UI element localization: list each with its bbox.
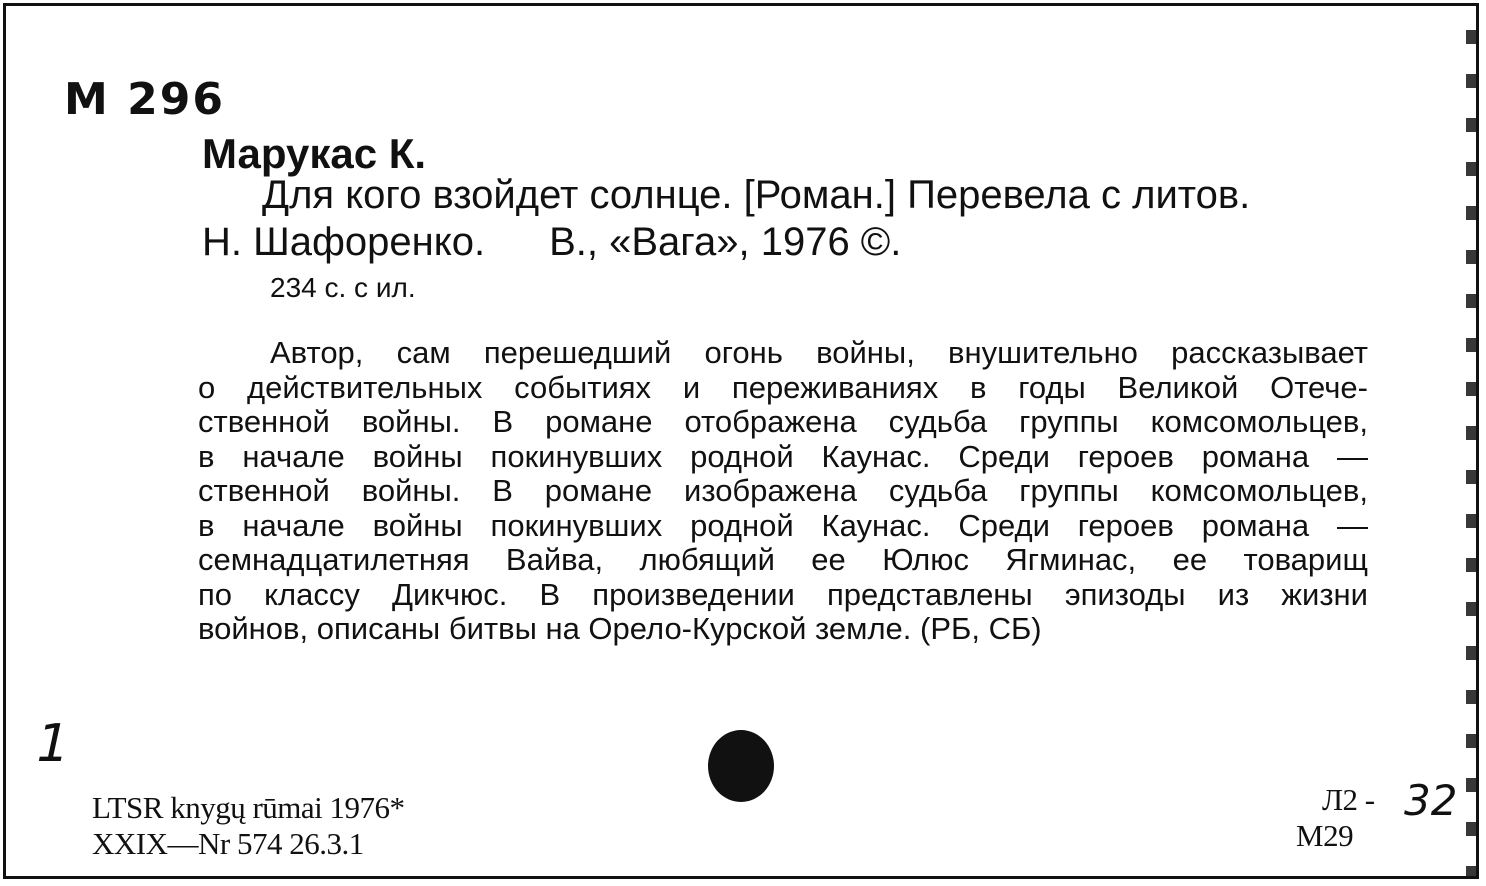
classification-code-2: М29 (1296, 818, 1354, 853)
punch-hole (708, 730, 774, 802)
classification-code-1: Л2 - (1322, 782, 1375, 817)
scan-edge-marks (1466, 6, 1479, 876)
annotation-line: семнадцатилетняя Вайва, любящий ее Юлюс Ягминас, ее товарищ (198, 542, 1368, 577)
handwritten-code: М 296 (64, 74, 225, 125)
catalog-card (3, 3, 1479, 879)
annotation-line: о действительных событиях и переживаниях в годы Великой Отече- (198, 369, 1368, 405)
publisher-line-1: LTSR knygų rūmai 1976* (92, 790, 405, 825)
title-line-2 (202, 220, 901, 265)
handwritten-number: 32 (1404, 776, 1458, 825)
annotation (198, 336, 1368, 647)
translator: Н. Шафоренко. (202, 220, 486, 264)
annotation-line: по классу Дикчюс. В произведении представлены эпизоды из жизни (198, 576, 1368, 612)
annotation-line: в начале войны покинувших родной Каунас. Среди героев романа — (198, 507, 1368, 543)
author-name: Марукас К. (202, 130, 427, 177)
pagination: 234 с. с ил. (270, 272, 416, 303)
annotation-line: ственной войны. В романе отображена судьба группы комсомольцев, (198, 404, 1368, 439)
publisher-line-2: XXIX—Nr 574 26.3.1 (92, 826, 364, 861)
handwritten-mark: 1 (29, 714, 76, 774)
annotation-line: Автор, сам перешедший огонь войны, внушительно рассказывает (270, 335, 1368, 370)
annotation-line: в начале войны покинувших родной Каунас. Среди героев романа — (198, 438, 1368, 474)
annotation-line: ственной войны. В романе изображена судьба группы комсомольцев, (198, 473, 1368, 508)
imprint: В., «Вага», 1976 ©. (549, 220, 902, 264)
title-line-1: Для кого взойдет солнце. [Роман.] Перевела с литов. (262, 173, 1251, 217)
scan-edge-line (1478, 6, 1479, 876)
annotation-line: войнов, описаны битвы на Орело-Курской земле. (РБ, СБ) (198, 611, 1042, 646)
